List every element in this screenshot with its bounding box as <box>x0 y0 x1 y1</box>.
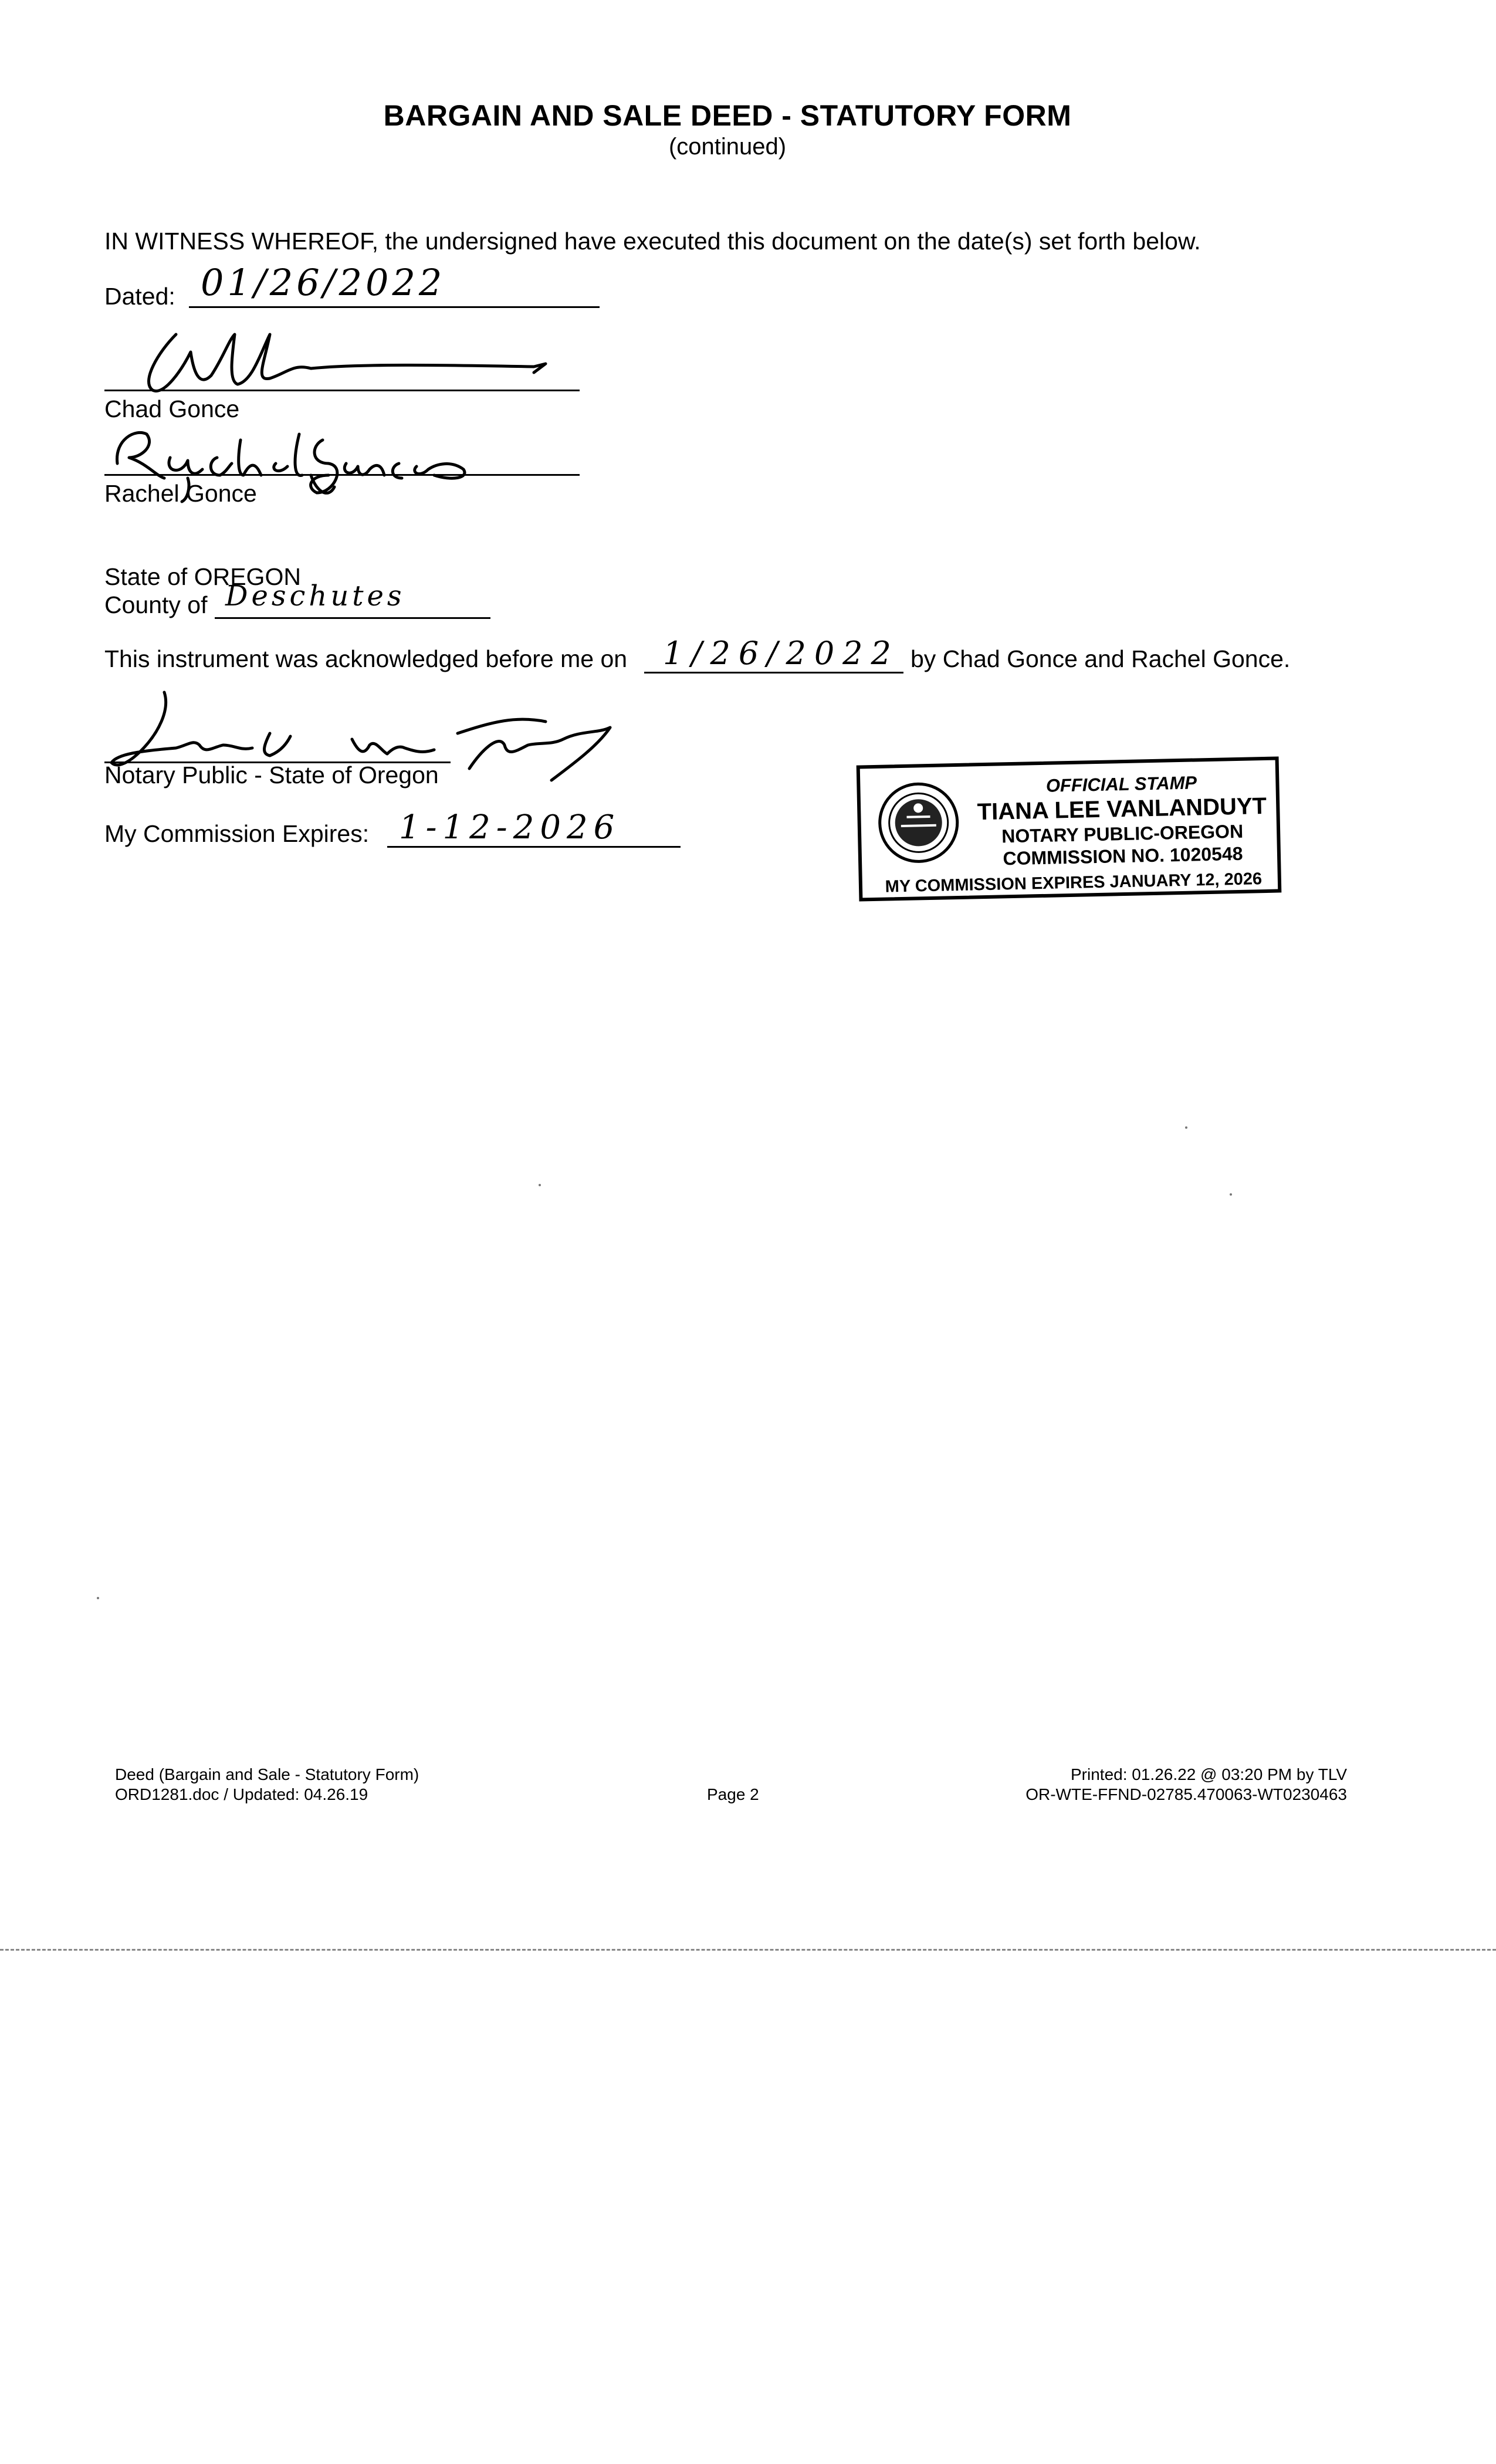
scan-speck <box>1230 1193 1232 1196</box>
footer-page-number: Page 2 <box>707 1785 759 1803</box>
witness-statement: IN WITNESS WHEREOF, the undersigned have executed this document on the date(s) set forth below. <box>104 228 1201 255</box>
chad-signature <box>135 317 663 399</box>
dated-label: Dated: <box>104 283 175 310</box>
ack-suffix: by Chad Gonce and Rachel Gonce. <box>911 645 1291 672</box>
footer-order-number: OR-WTE-FFND-02785.470063-WT0230463 <box>1025 1785 1347 1803</box>
commission-label: My Commission Expires: <box>104 820 370 847</box>
county-line <box>215 617 490 619</box>
county-handwritten: Deschutes <box>225 580 405 612</box>
stamp-notary-title: NOTARY PUBLIC-OREGON <box>1001 820 1244 847</box>
stamp-commission-number: COMMISSION NO. 1020548 <box>1003 842 1243 869</box>
footer-form-name: Deed (Bargain and Sale - Statutory Form) <box>115 1765 419 1783</box>
chad-signature-line <box>104 390 580 391</box>
stamp-notary-name: TIANA LEE VANLANDUYT <box>977 793 1267 825</box>
official-notary-stamp <box>857 756 1282 901</box>
signer-name-rachel: Rachel Gonce <box>104 480 257 507</box>
signer-name-chad: Chad Gonce <box>104 395 240 422</box>
stamp-expiration: MY COMMISSION EXPIRES JANUARY 12, 2026 <box>885 869 1263 896</box>
commission-handwritten: 1-12-2026 <box>399 808 621 847</box>
ack-date-handwritten: 1/26/2022 <box>663 635 899 672</box>
document-subtitle: (continued) <box>668 134 787 160</box>
county-label: County of <box>104 591 208 618</box>
document-title: BARGAIN AND SALE DEED - STATUTORY FORM <box>383 99 1072 132</box>
stamp-heading: OFFICIAL STAMP <box>1045 772 1197 796</box>
state-label: State of OREGON <box>104 563 301 590</box>
footer-printed-info: Printed: 01.26.22 @ 03:20 PM by TLV <box>1071 1765 1347 1783</box>
scan-speck <box>1185 1126 1187 1129</box>
footer-file-info: ORD1281.doc / Updated: 04.26.19 <box>115 1785 368 1803</box>
scan-edge-line <box>0 1949 1496 1951</box>
dated-handwritten: 01/26/2022 <box>201 261 446 304</box>
notary-label: Notary Public - State of Oregon <box>104 761 439 788</box>
ack-prefix: This instrument was acknowledged before me on <box>104 645 628 672</box>
scan-speck <box>97 1597 99 1599</box>
dated-line <box>189 306 600 308</box>
ack-date-line <box>644 672 903 673</box>
scan-speck <box>539 1184 541 1186</box>
oregon-seal-icon <box>876 781 960 865</box>
rachel-signature-line <box>104 474 580 476</box>
